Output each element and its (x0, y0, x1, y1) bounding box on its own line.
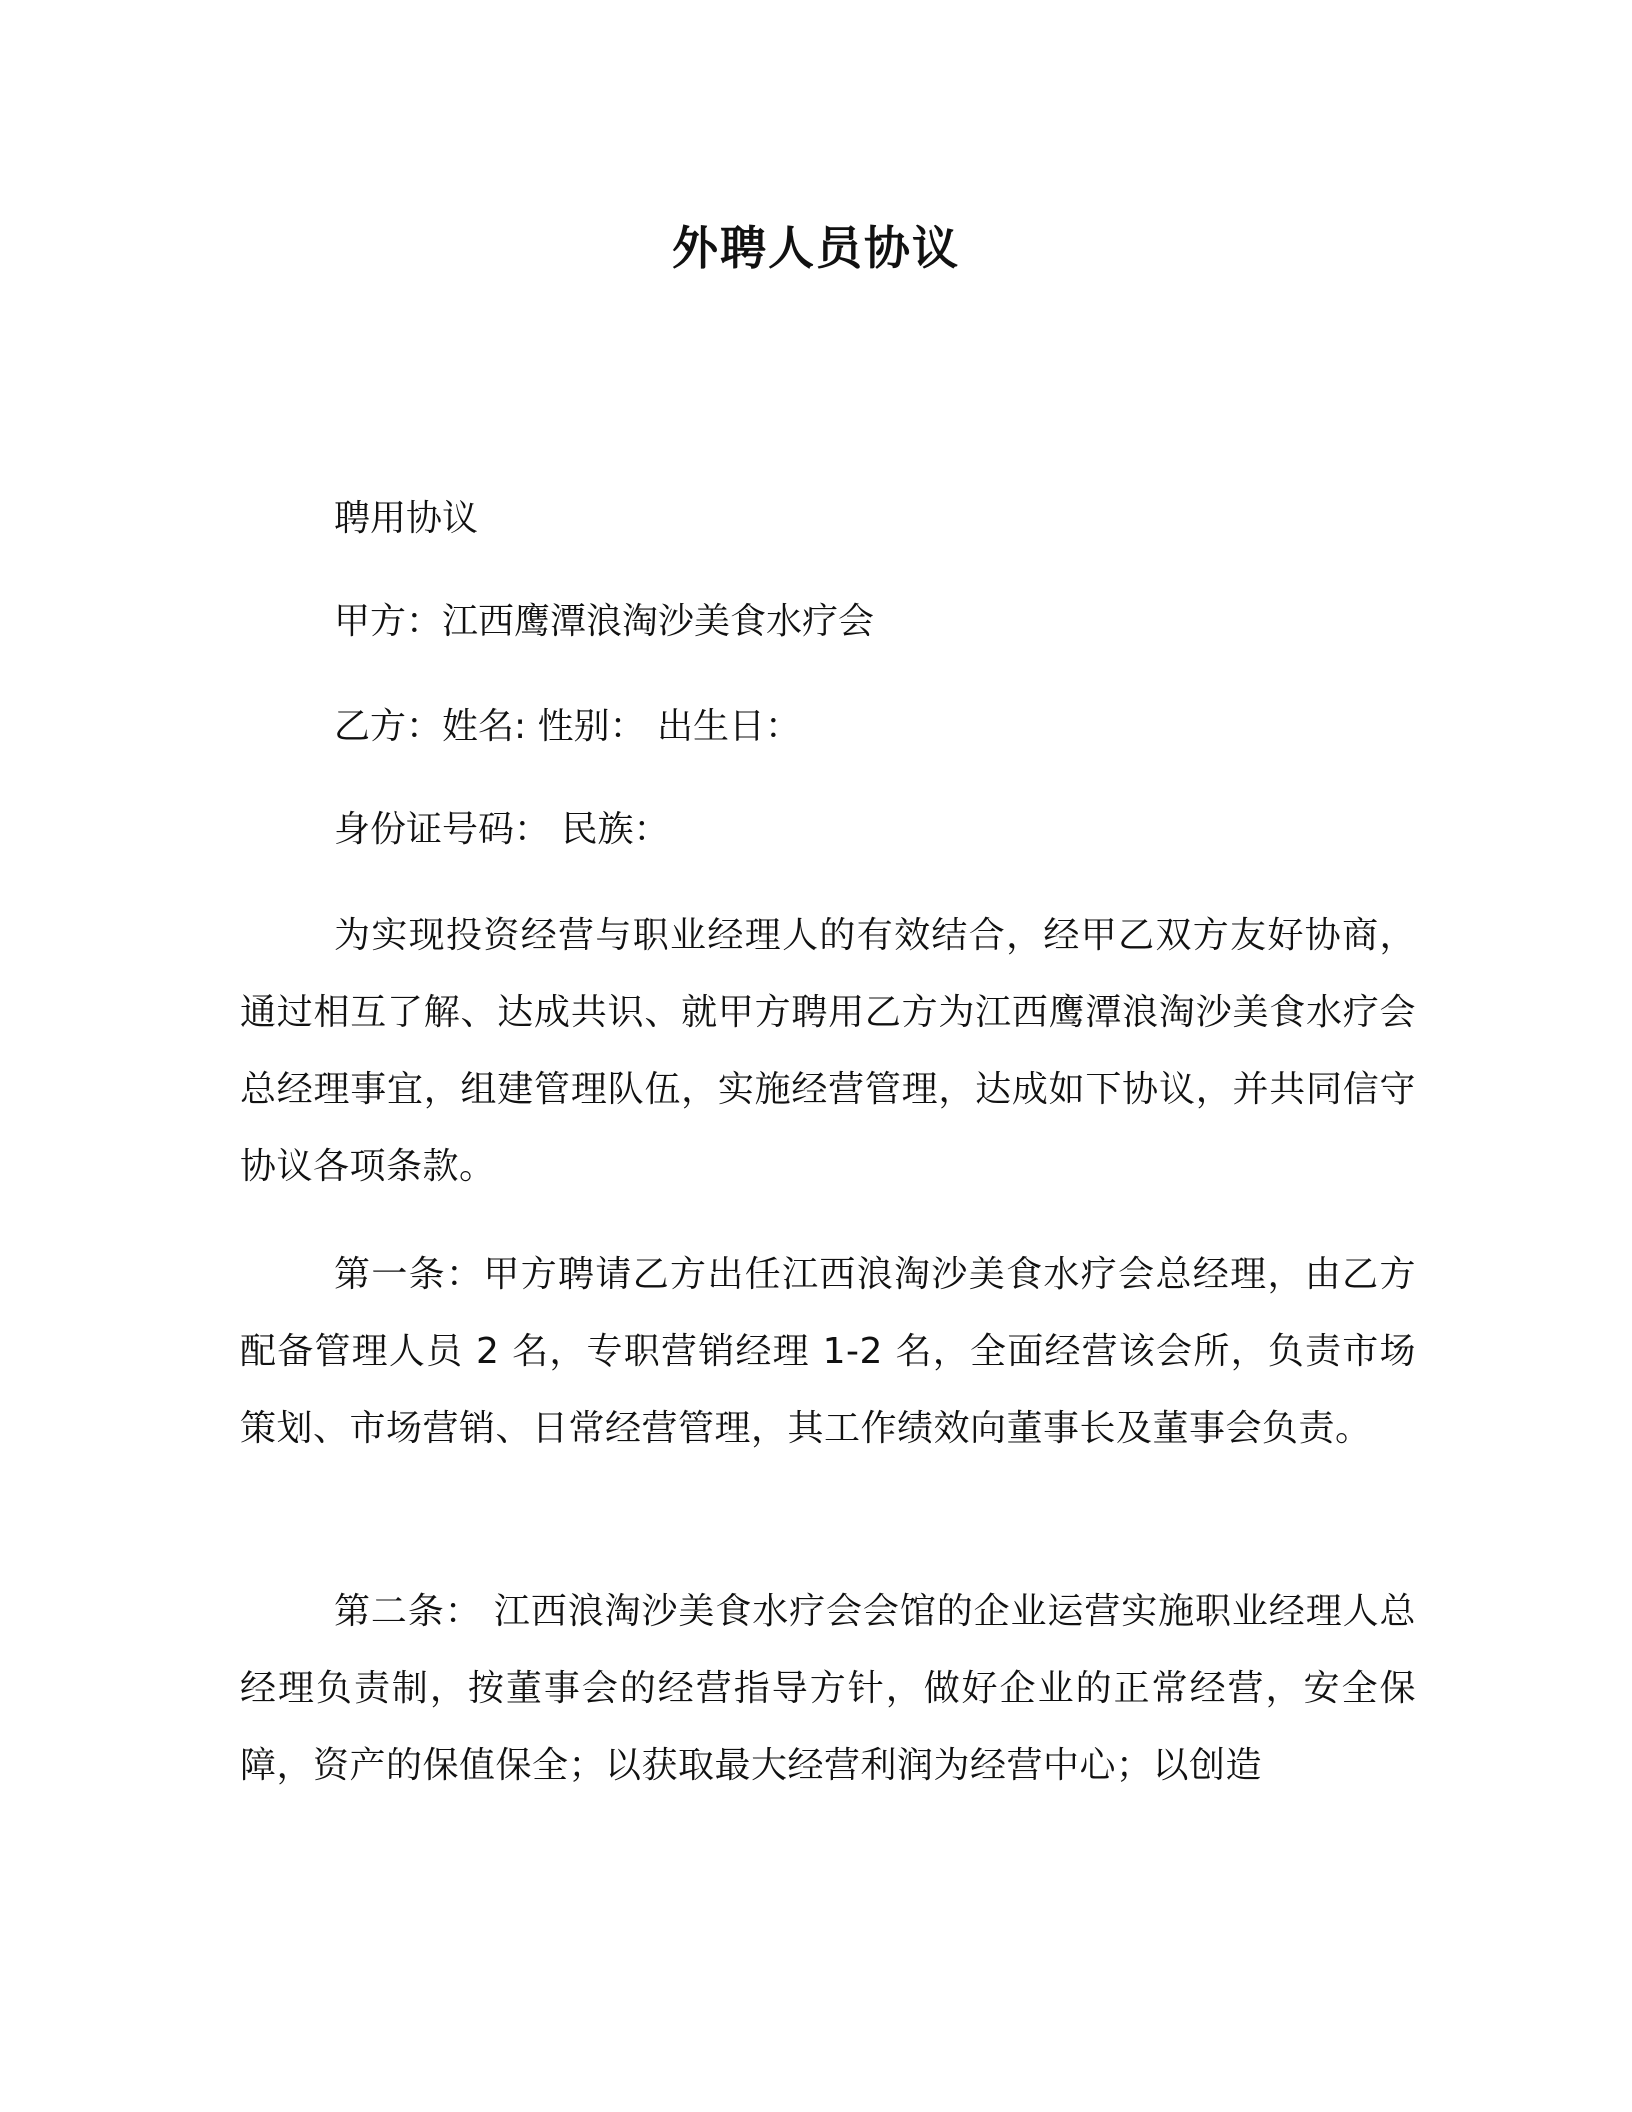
article-one-paragraph: 第一条：甲方聘请乙方出任江西浪淘沙美食水疗会总经理，由乙方配备管理人员 2 名，专职营销经理 1-2 名，全面经营该会所，负责市场策划、市场营销、日常经营管理，其工作绩效向董事长及董事会负责。 (240, 1254, 1416, 1449)
document-title: 外聘人员协议 (672, 221, 960, 275)
party-a-line: 甲方：江西鹰潭浪淘沙美食水疗会 (334, 601, 875, 642)
intro-paragraph: 为实现投资经营与职业经理人的有效结合，经甲乙双方友好协商，通过相互了解、达成共识、就甲方聘用乙方为江西鹰潭浪淘沙美食水疗会总经理事宜，组建管理队伍，实施经营管理，达成如下协议，并共同信守协议各项条款。 (240, 915, 1416, 1187)
agreement-subtitle: 聘用协议 (334, 498, 479, 539)
party-b-line: 乙方：姓名: 性别： 出生日： (334, 706, 802, 747)
id-number-line: 身份证号码： 民族： (334, 809, 670, 850)
article-two-paragraph: 第二条： 江西浪淘沙美食水疗会会馆的企业运营实施职业经理人总经理负责制，按董事会的经营指导方针，做好企业的正常经营，安全保障，资产的保值保全；以获取最大经营利润为经营中心；以创造 (240, 1591, 1416, 1786)
